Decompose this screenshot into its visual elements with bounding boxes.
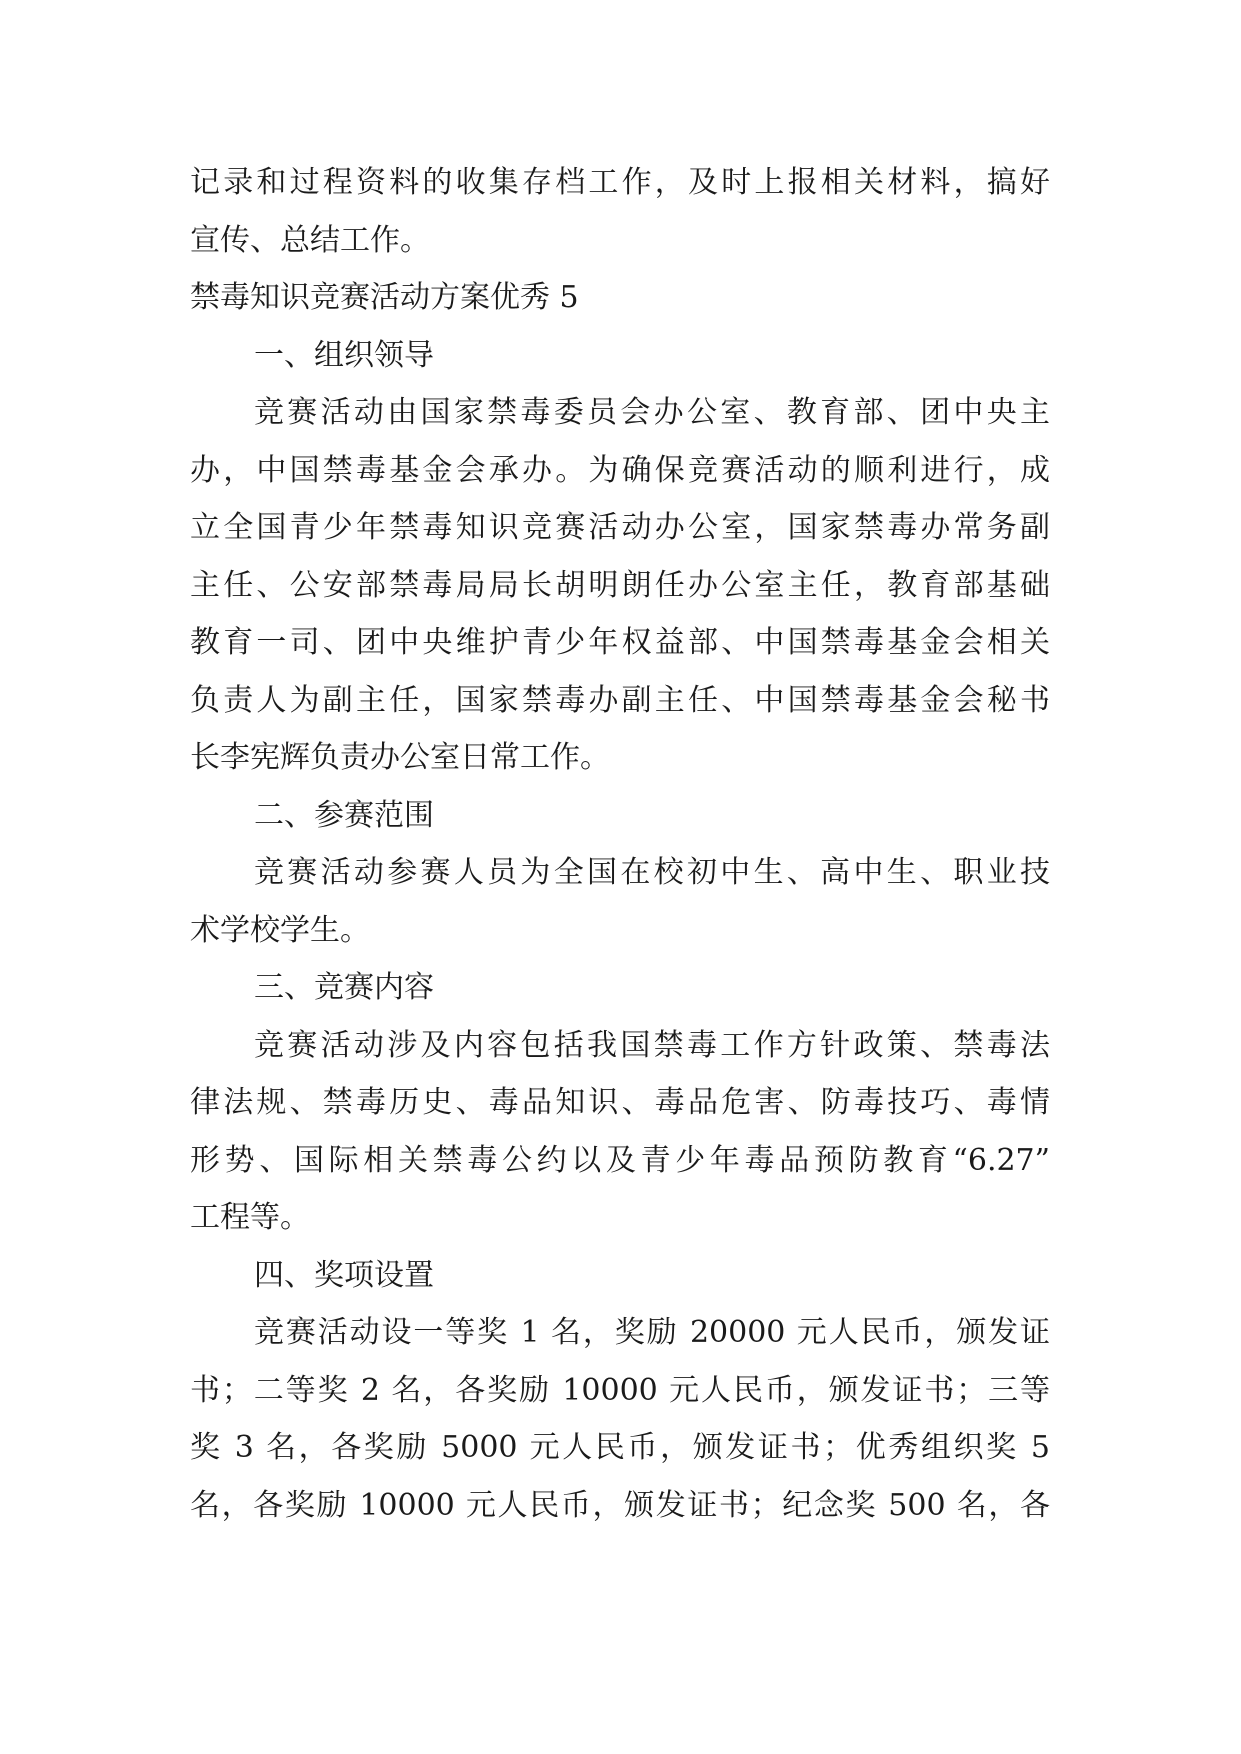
text-line-13: 竞赛活动参赛人员为全国在校初中生、高中生、职业技 — [254, 855, 1050, 890]
text-line-6: 办，中国禁毒基金会承办。为确保竞赛活动的顺利进行，成 — [190, 452, 1050, 488]
heading-content: 三、竞赛内容 — [254, 970, 434, 1005]
text-line-22: 书；二等奖 2 名，各奖励 10000 元人民币，颁发证书；三等 — [190, 1372, 1050, 1408]
heading-awards: 四、奖项设置 — [254, 1257, 434, 1293]
text-line-9: 教育一司、团中央维护青少年权益部、中国禁毒基金会相关 — [190, 625, 1050, 660]
text-line-17: 律法规、禁毒历史、毒品知识、毒品危害、防毒技巧、毒情 — [190, 1085, 1050, 1120]
text-line-2: 宣传、总结工作。 — [190, 222, 430, 258]
text-line-16: 竞赛活动涉及内容包括我国禁毒工作方针政策、禁毒法 — [254, 1027, 1050, 1063]
text-line-14: 术学校学生。 — [190, 912, 370, 948]
text-line-5: 竞赛活动由国家禁毒委员会办公室、教育部、团中央主 — [254, 395, 1050, 430]
text-line-1: 记录和过程资料的收集存档工作，及时上报相关材料，搞好 — [190, 165, 1050, 200]
text-line-18: 形势、国际相关禁毒公约以及青少年毒品预防教育“6.27” — [190, 1142, 1050, 1178]
heading-organization: 一、组织领导 — [254, 337, 434, 373]
text-line-11: 长李宪辉负责办公室日常工作。 — [190, 740, 610, 775]
text-line-24: 名，各奖励 10000 元人民币，颁发证书；纪念奖 500 名，各 — [190, 1487, 1050, 1523]
text-line-19: 工程等。 — [190, 1200, 310, 1235]
text-line-8: 主任、公安部禁毒局局长胡明朗任办公室主任，教育部基础 — [190, 567, 1050, 603]
text-line-23: 奖 3 名，各奖励 5000 元人民币，颁发证书；优秀组织奖 5 — [190, 1430, 1050, 1465]
text-line-7: 立全国青少年禁毒知识竞赛活动办公室，国家禁毒办常务副 — [190, 510, 1050, 545]
heading-scope: 二、参赛范围 — [254, 797, 434, 833]
section-title: 禁毒知识竞赛活动方案优秀 5 — [190, 280, 579, 315]
text-line-21: 竞赛活动设一等奖 1 名，奖励 20000 元人民币，颁发证 — [254, 1315, 1050, 1350]
document-page — [190, 154, 1050, 1534]
text-line-10: 负责人为副主任，国家禁毒办副主任、中国禁毒基金会秘书 — [190, 682, 1050, 718]
